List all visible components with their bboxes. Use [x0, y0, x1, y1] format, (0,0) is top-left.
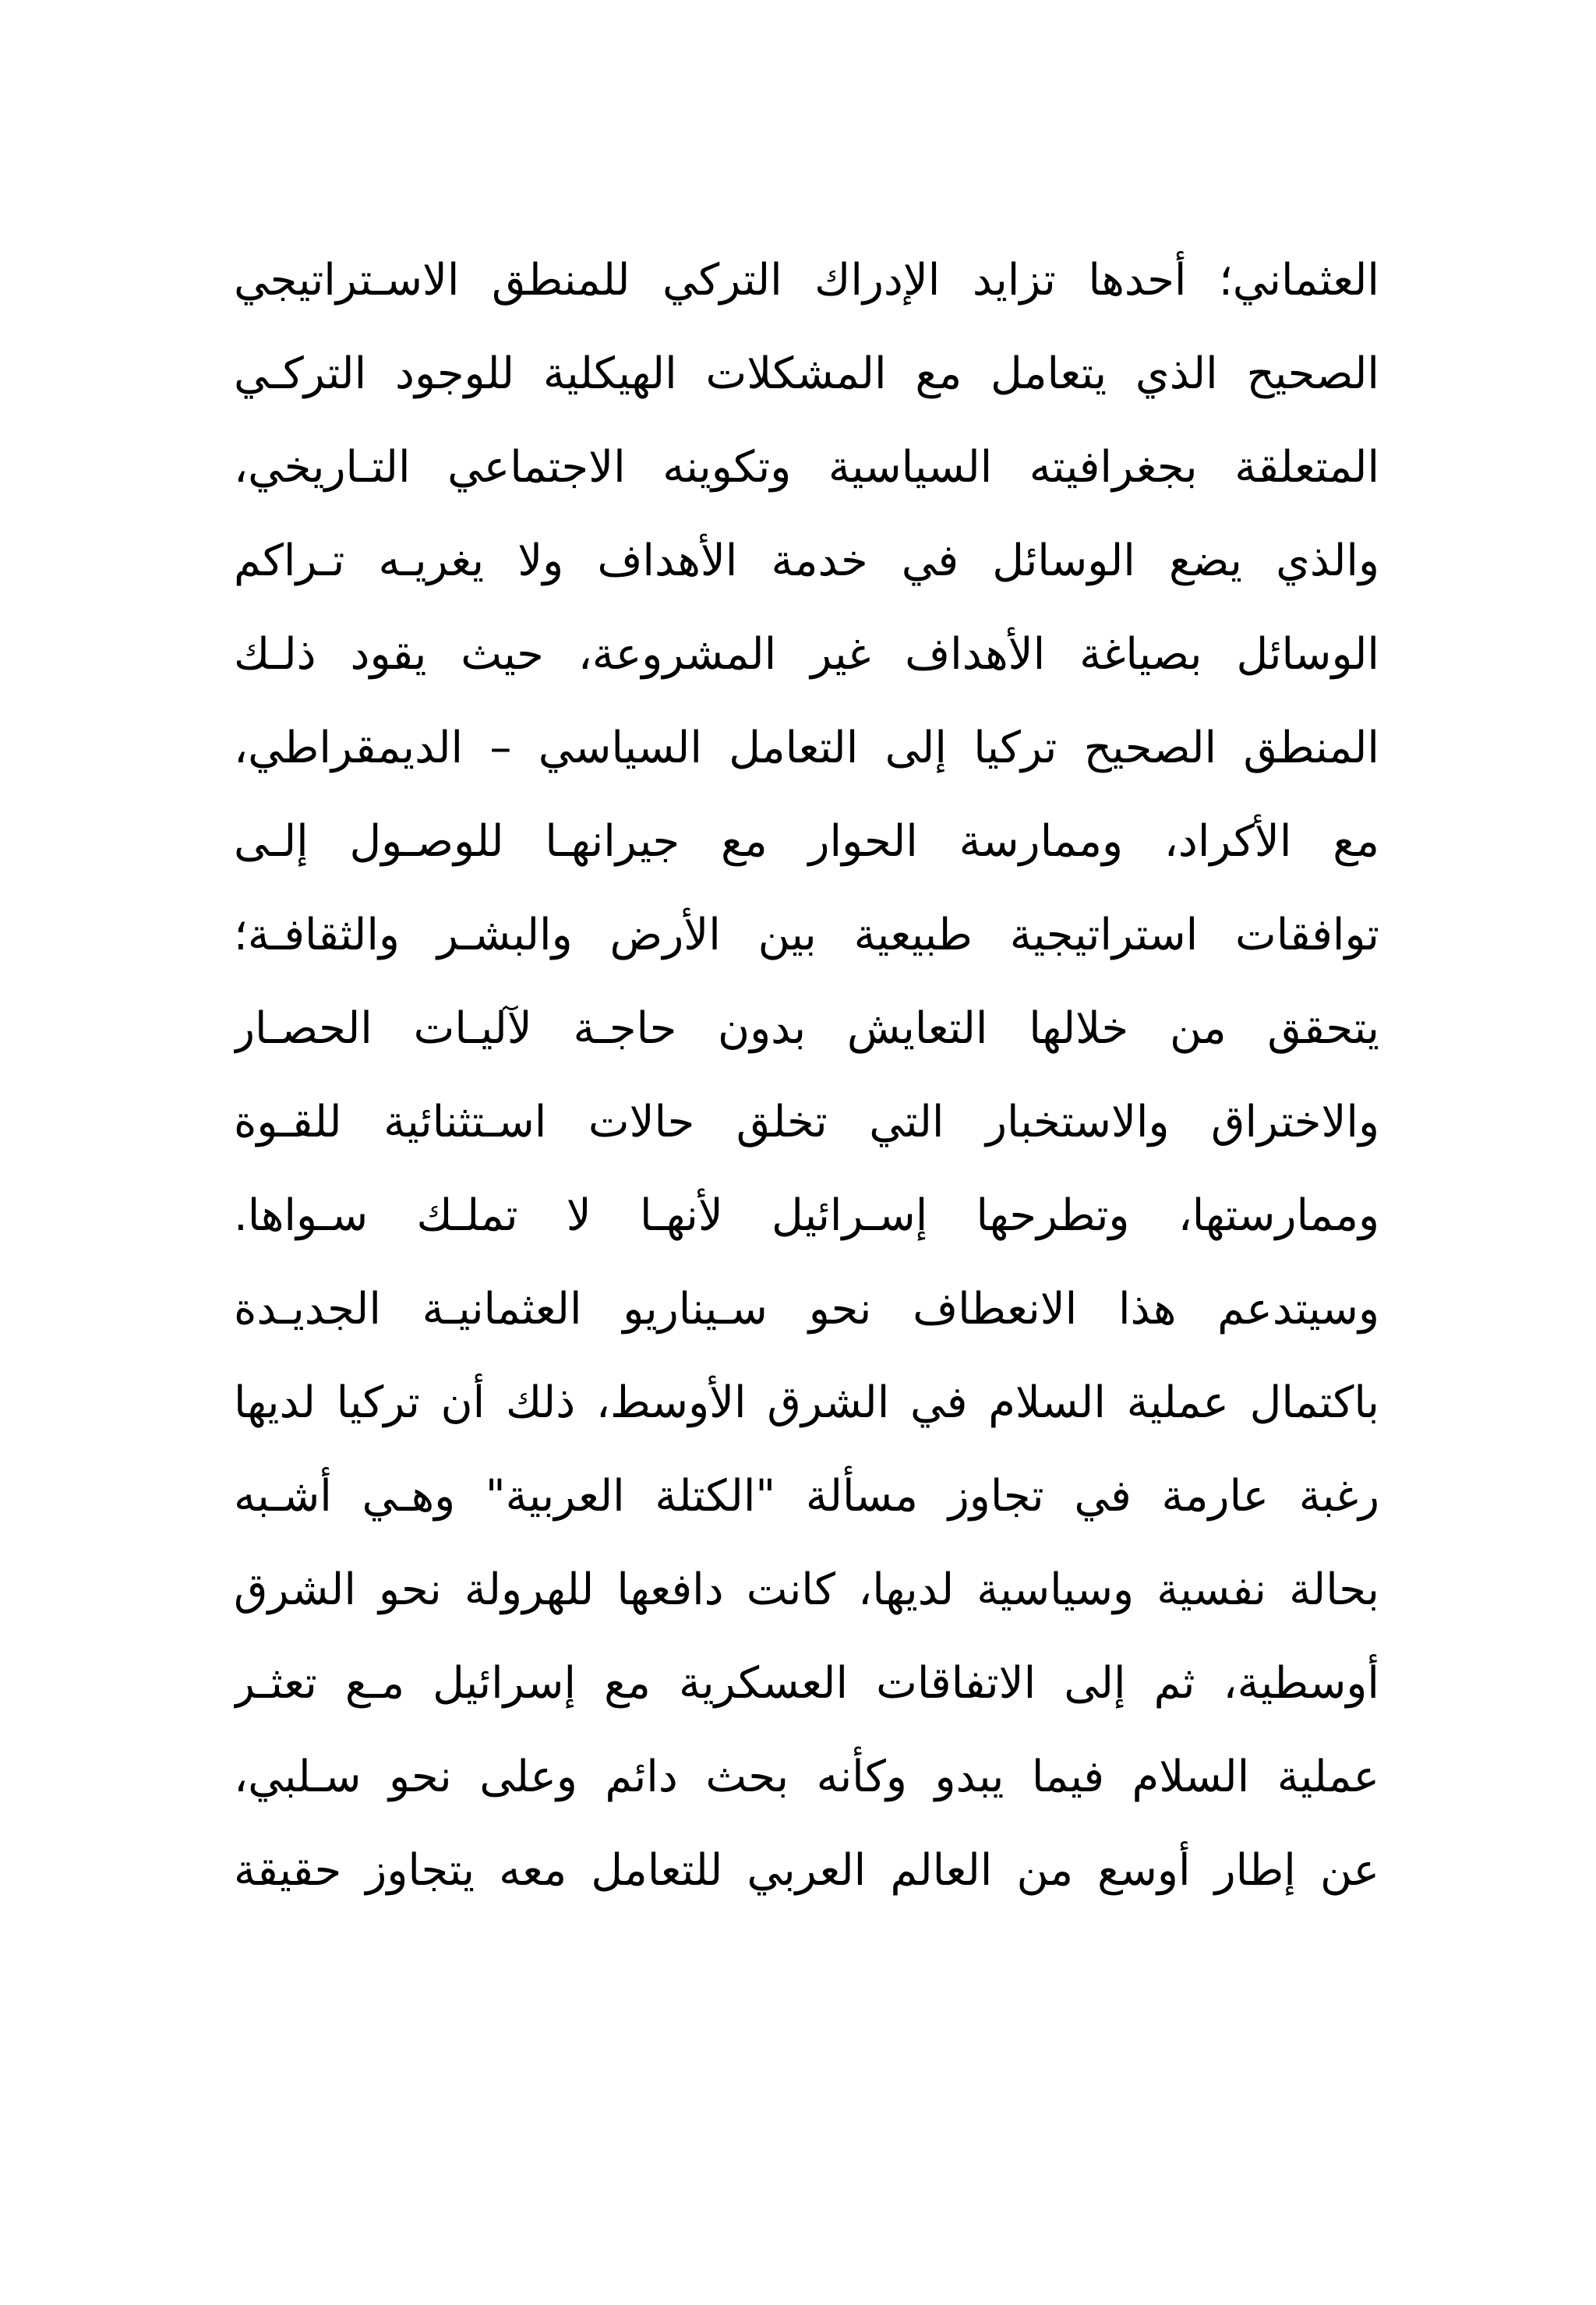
text-line-2: الصحيح الذي يتعامل مع المشكلات الهيكلية للوجود التركـي: [234, 348, 1379, 399]
text-line-15: بحالة نفسية وسياسية لديها، كانت دافعها للهرولة نحو الشرق: [234, 1564, 1379, 1615]
text-line-9: يتحقق من خلالها التعايش بدون حاجـة لآليـات الحصـار: [234, 1003, 1379, 1054]
text-line-4: والذي يضع الوسائل في خدمة الأهداف ولا يغريـه تـراكم: [234, 536, 1379, 586]
text-line-17: عملية السلام فيما يبدو وكأنه بحث دائم وعلى نحو سـلبي،: [234, 1752, 1379, 1802]
text-line-8: توافقات استراتيجية طبيعية بين الأرض والبشـر والثقافـة؛: [234, 910, 1379, 960]
text-line-14: رغبة عارمة في تجاوز مسألة "الكتلة العربية" وهـي أشـبه: [234, 1471, 1379, 1522]
text-line-13: باكتمال عملية السلام في الشرق الأوسط، ذلك أن تركيا لديها: [234, 1377, 1379, 1428]
text-line-18: عن إطار أوسع من العالم العربي للتعامل معه يتجاوز حقيقة: [234, 1845, 1379, 1896]
text-line-12: وسيتدعم هذا الانعطاف نحو سـيناريو العثمانيـة الجديـدة: [234, 1284, 1379, 1335]
body-text: [234, 234, 1379, 1918]
text-line-1: العثماني؛ أحدها تزايد الإدراك التركي للمنطق الاسـتراتيجي: [234, 255, 1379, 306]
text-line-10: والاختراق والاستخبار التي تخلق حالات اسـتثنائية للقـوة: [234, 1097, 1379, 1147]
text-line-5: الوسائل بصياغة الأهداف غير المشروعة، حيث يقود ذلـك: [234, 629, 1379, 680]
text-line-6: المنطق الصحيح تركيا إلى التعامل السياسي – الديمقراطي،: [234, 723, 1379, 773]
text-line-16: أوسطية، ثم إلى الاتفاقات العسكرية مع إسرائيل مـع تعثـر: [234, 1658, 1379, 1709]
text-line-11: وممارستها، وتطرحها إسـرائيل لأنهـا لا تملـك سـواها.: [234, 1190, 1379, 1241]
text-line-7: مع الأكراد، وممارسة الحوار مع جيرانهـا للوصـول إلـى: [234, 816, 1379, 867]
text-line-3: المتعلقة بجغرافيته السياسية وتكوينه الاجتماعي التـاريخي،: [234, 442, 1379, 493]
